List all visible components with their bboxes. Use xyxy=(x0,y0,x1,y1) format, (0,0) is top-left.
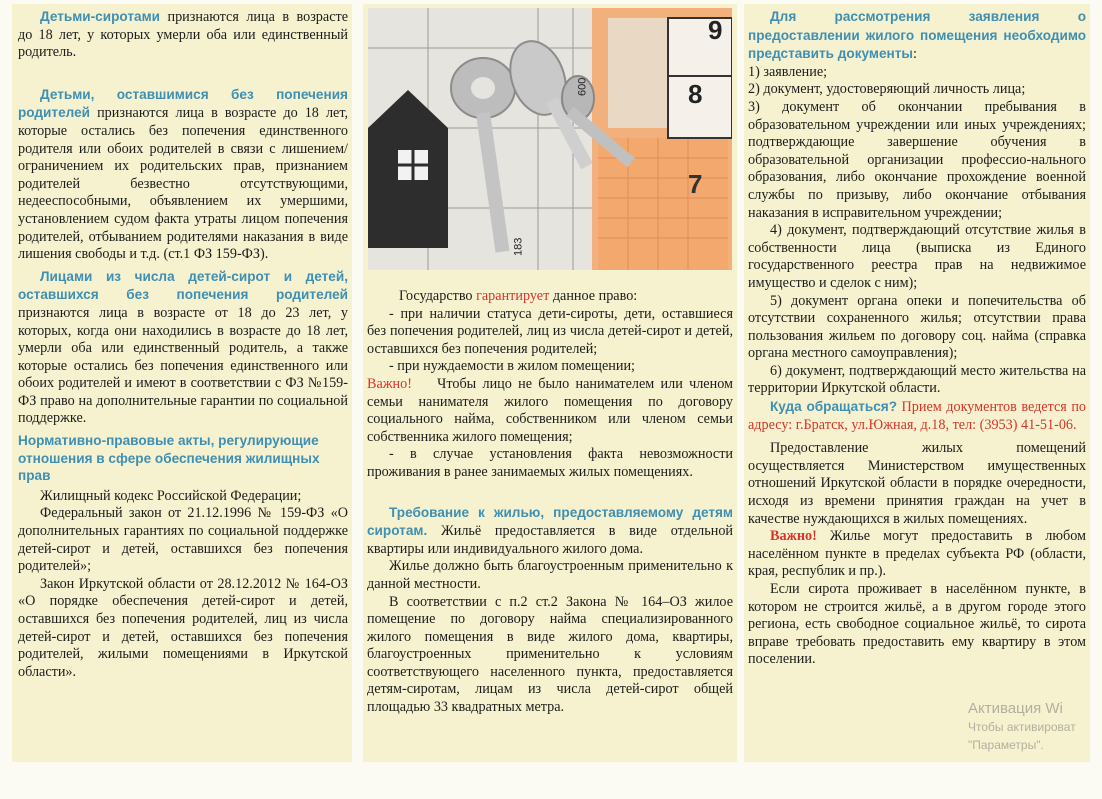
important-label: Важно! xyxy=(367,375,412,392)
plan-dimension-600: 600 xyxy=(576,77,589,96)
without-care-definition: Детьми, оставшимися без попечения родителей признаются лица в возрасте до 18 лет, которые остались без попечения единственного родителя или обоих родителей в связи с лишением/ограничением их родительских прав, признанием родителей безвестно отсутствующими, недееспособными, объявлением их умершими, установлением судом факта утраты лицом попечения родителей, отбыванием родителями наказания в виде лишения свободы и т.д. (ст.1 ФЗ 159-ФЗ). xyxy=(18,86,348,263)
doc-item-3: 3) документ об окончании пребывания в образовательном учреждении или иных учреждениях; подтверждающие завершение обучения в образовательной организации профессио-нального образования, либо окончание прохождение военной службы по призыву, либо окончание отбывания наказания в исправительном учреждении; xyxy=(748,98,1086,221)
doc-item-6: 6) документ, подтверждающий место жительства на территории Иркутской области. xyxy=(748,362,1086,397)
law-irkutsk-164: Закон Иркутской области от 28.12.2012 № 164-ОЗ «О порядке обеспечения детей-сирот и детей, оставшихся без попечения родителей, лиц из числа детей-сирот и детей, оставшихся без попечения родителей, жилыми помещениями в Иркутской области». xyxy=(18,575,348,680)
where-address: Прием документов ведется по адресу: г.Братск, ул.Южная, д.18, тел: (3953) 41-51-06. xyxy=(748,399,1086,433)
plan-dimension-183: 183 xyxy=(512,237,525,256)
doc-item-2: 2) документ, удостоверяющий личность лица; xyxy=(748,81,1026,98)
state-guarantees: Государство гарантирует данное право: xyxy=(399,288,638,304)
important-not-tenant: Важно! Чтобы лицо не было нанимателем или членом семьи нанимателя жилого помещения по договору социального найма, собственником или членом семьи собственника жилого помещения; xyxy=(367,375,733,445)
where-to-apply xyxy=(748,398,1086,434)
keys-illustration xyxy=(368,8,732,270)
orphans-heading: Детьми-сиротами xyxy=(40,9,161,24)
other-city-right: Если сирота проживает в населённом пункте, в котором не строится жильё, а в другом городе этого региона, есть свободное социальное жильё, то сирота вправе требовать предоставить ему квартиру в этом поселении. xyxy=(748,581,1086,668)
condition-impossible: - в случае установления факта невозможности проживания в ранее занимаемых жилых помещениях. xyxy=(367,446,733,480)
plan-number-7: 7 xyxy=(688,169,703,199)
ministry-provision: Предоставление жилых помещений осуществляется Министерством имущественных отношений Иркутской области в порядке очередности, исходя из времени принятия граждан на учет в качестве нуждающихся в жилых помещениях. xyxy=(748,440,1086,527)
doc-item-1: 1) заявление; xyxy=(748,63,828,80)
important-any-locality: Важно! Жилье могут предоставить в любом населённом пункте в пределах субъекта РФ (области, края, республик и пр.). xyxy=(748,528,1086,580)
orphans-definition: Детьми-сиротами признаются лица в возрасте до 18 лет, у которых умерли оба или единственный родитель. xyxy=(18,9,348,61)
guarantees-word: гарантирует xyxy=(476,288,550,304)
plan-number-8: 8 xyxy=(688,79,703,109)
column-middle xyxy=(363,4,737,762)
condition-status: - при наличии статуса дети-сироты, дети, оставшиеся без попечения родителей, лиц из числа детей-сирот и детей, оставшихся без попечения родителей; xyxy=(367,305,733,357)
doc-item-5: 5) документ органа опеки и попечительства об отсутствии сохраненного жилья; отсутствии права пользования жильем по договору соц. найма (справка органа местного самоуправления); xyxy=(748,292,1086,362)
where-question: Куда обращаться? xyxy=(770,399,898,415)
housing-comfortable: Жилье должно быть благоустроенным применительно к данной местности. xyxy=(367,558,733,592)
important-label-2: Важно! xyxy=(770,528,817,545)
column-left xyxy=(12,4,352,762)
documents-intro: Для рассмотрения заявления о предоставлении жилого помещения необходимо представить документы: xyxy=(748,9,1086,63)
column-right xyxy=(744,4,1090,762)
windows-activation-watermark: Активация Wi Чтобы активироват "Параметры". xyxy=(968,700,1076,752)
documents-heading: Для рассмотрения заявления о предоставлении жилого помещения необходимо представить документы xyxy=(748,9,1086,62)
from-among-heading: Лицами из числа детей-сирот и детей, оставшихся без попечения родителей xyxy=(18,268,348,303)
housing-requirements-heading: Требование к жилью, предоставляемому детям сиротам. xyxy=(367,504,733,539)
legal-acts-heading: Нормативно-правовые акты, регулирующие отношения в сфере обеспечения жилищных прав xyxy=(18,433,320,484)
law-federal-159: Федеральный закон от 21.12.1996 № 159-ФЗ «О дополнительных гарантиях по социальной поддержке детей-сирот и детей, оставшихся без попечения родителей»; xyxy=(18,505,348,575)
plan-number-9: 9 xyxy=(708,15,723,45)
from-among-definition: Лицами из числа детей-сирот и детей, оставшихся без попечения родителей признаются лица в возрасте от 18 до 23 лет, у которых, когда они находились в возрасте до 18 лет, умерли оба или единственный родитель, а также которые остались без попечения единственного или обоих родителей и имеют в соответствии с ФЗ №159-ФЗ право на дополнительные гарантии по социальной поддержке. xyxy=(18,268,348,427)
housing-law-area: В соответствии с п.2 ст.2 Закона № 164–ОЗ жилое помещение по договору найма специализированного жилого помещения в виде жилого дома, квартиры, благоустроенных применительно к условиям соответствующего населенного пункта, предоставляется детям-сиротам, лицам из числа детей-сирот общей площадью 33 квадратных метра. xyxy=(367,593,733,716)
housing-requirements: Требование к жилью, предоставляемому детям сиротам. Жильё предоставляется в виде отдельной квартиры или индивидуального жилого дома. xyxy=(367,504,734,557)
without-care-heading: Детьми, оставшимися без попечения родителей xyxy=(18,86,348,121)
doc-item-4: 4) документ, подтверждающий отсутствие жилья в собственности лица (выписка из Единого государственного реестра прав на недвижимое имущество и сделок с ним); xyxy=(748,222,1086,291)
law-housing-code: Жилищный кодекс Российской Федерации; xyxy=(40,487,302,504)
keys-house-photo xyxy=(368,8,732,270)
condition-need: - при нуждаемости в жилом помещении; xyxy=(389,358,635,375)
